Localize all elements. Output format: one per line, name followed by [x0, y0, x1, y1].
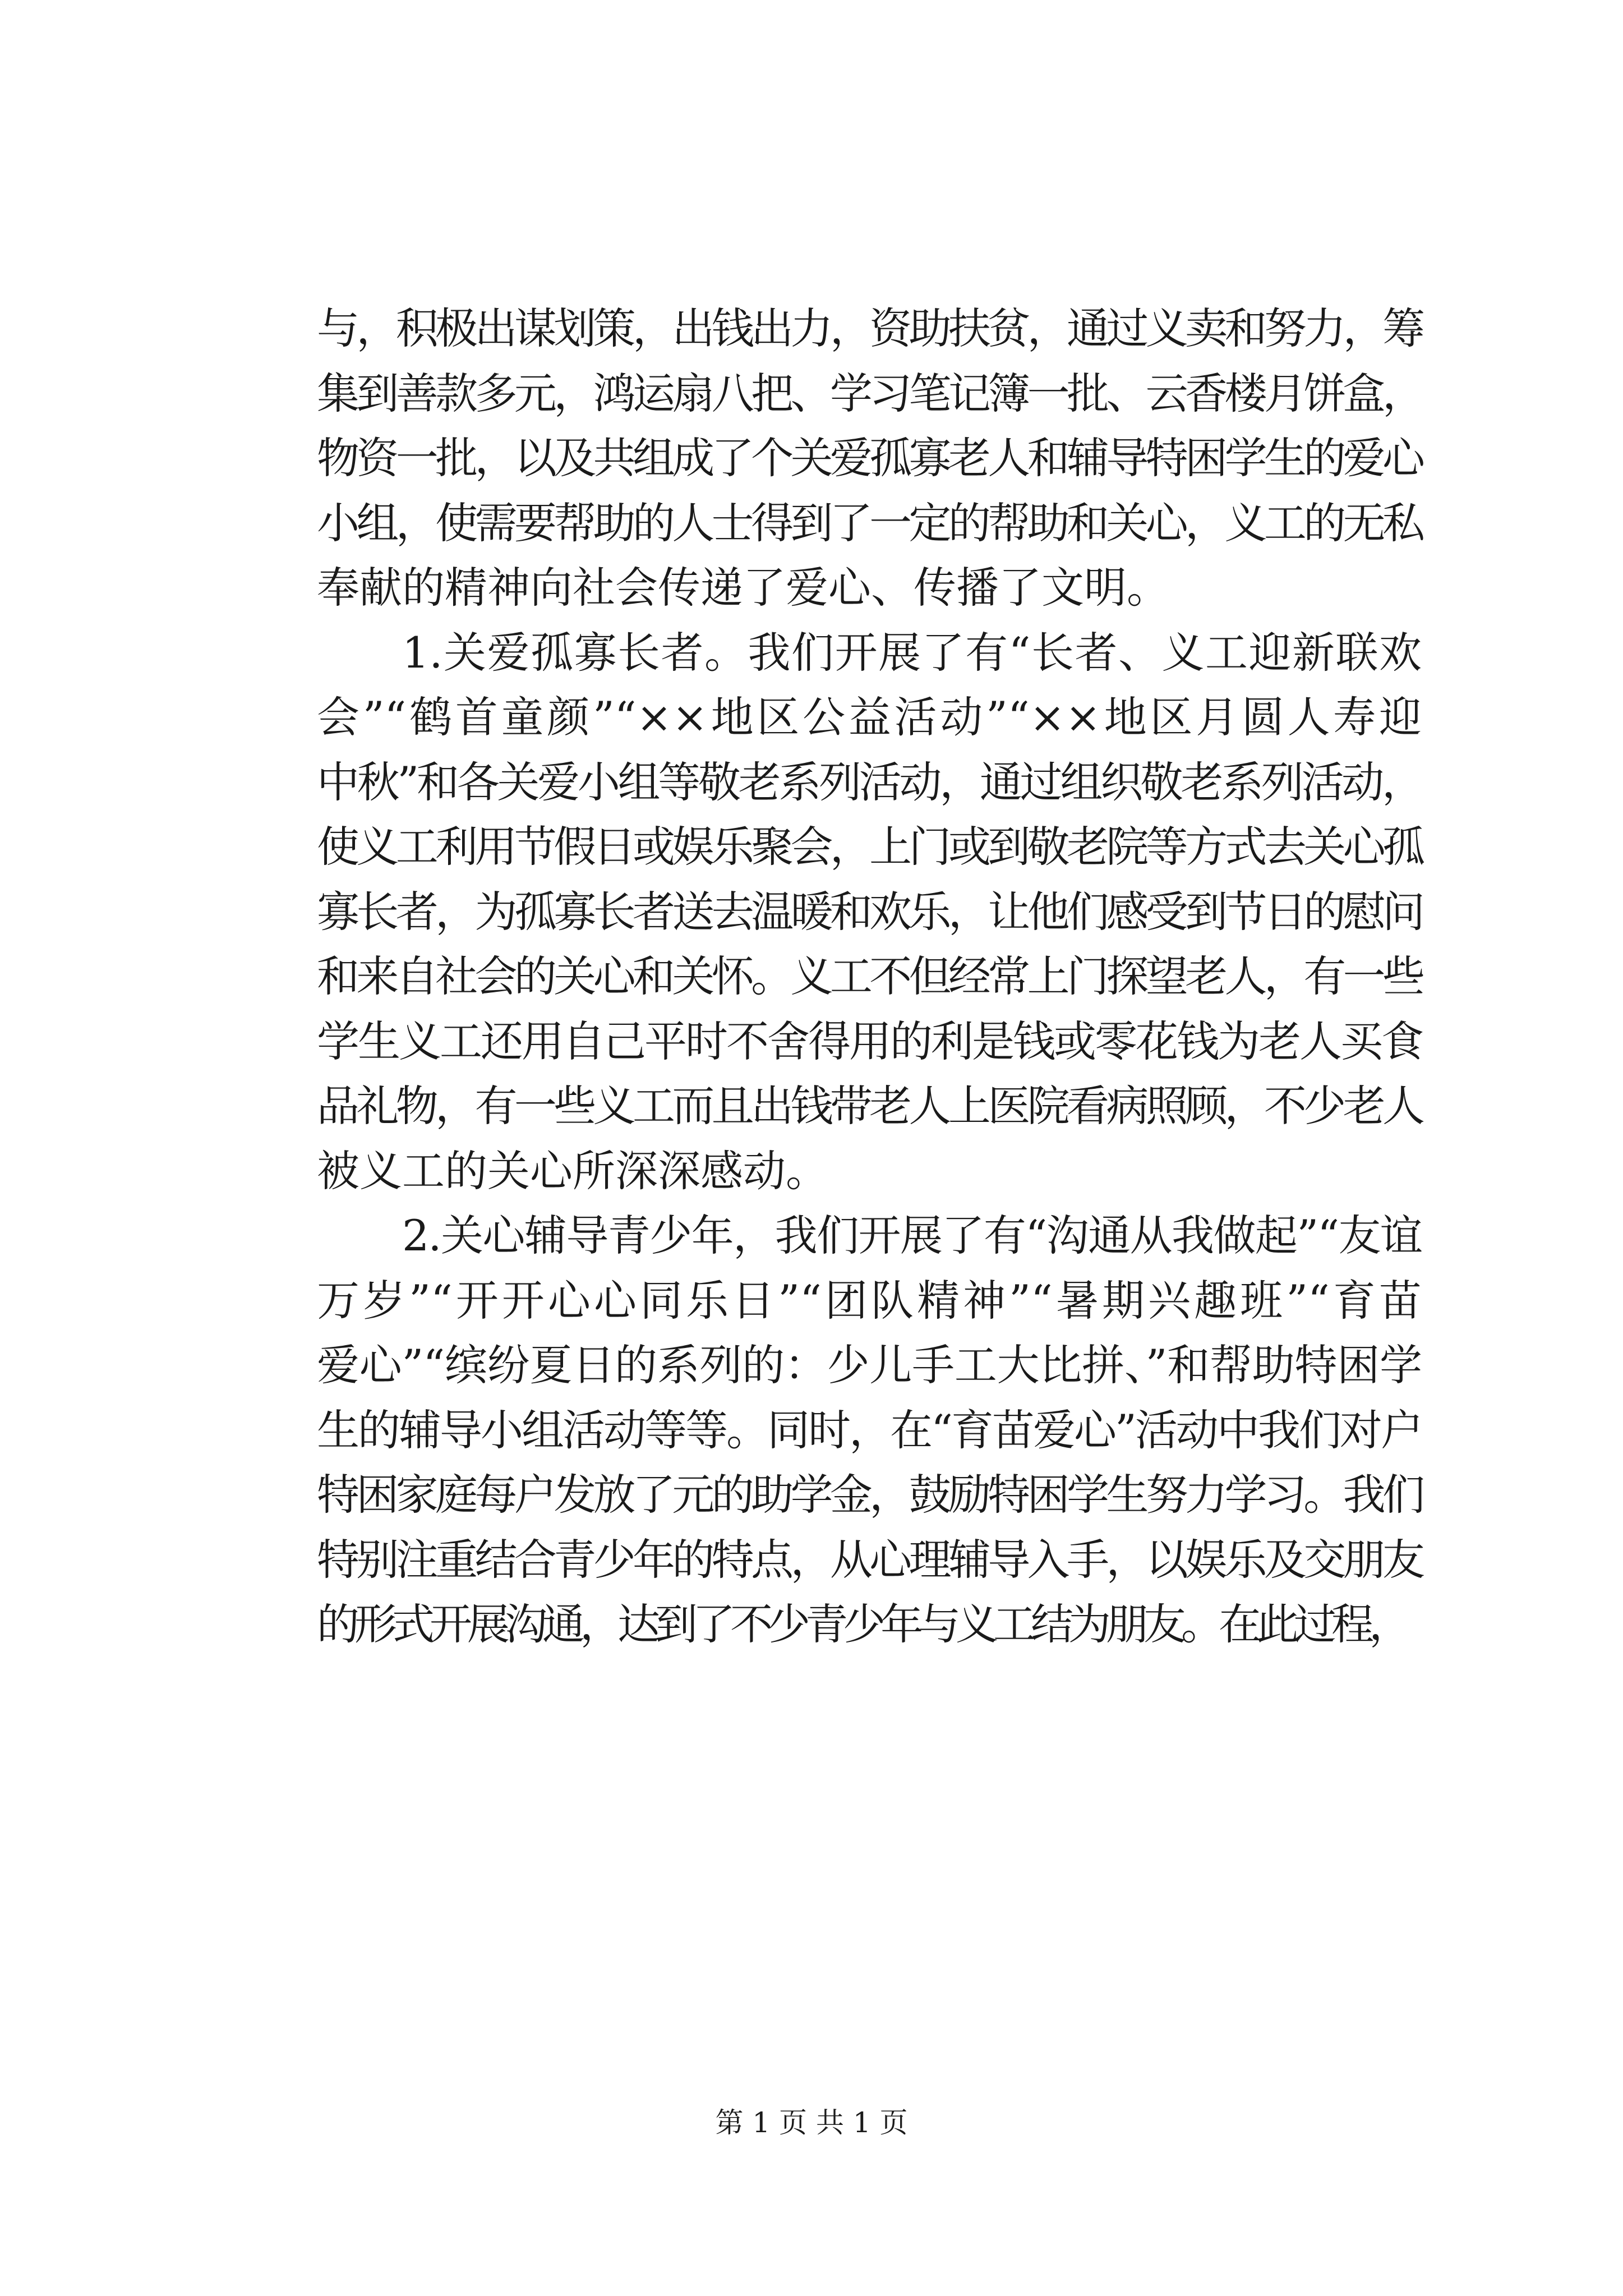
- text-line: 小组，使需要帮助的人士得到了一定的帮助和关心，义工的无私: [317, 498, 1422, 548]
- text-line: 生的辅导小组活动等等。同时，在“育苗爱心”活动中我们对户: [317, 1405, 1422, 1455]
- page-number-label: 第 1 页 共 1 页: [715, 2106, 908, 2139]
- text-line: 物资一批，以及共组成了个关爱孤寡老人和辅导特困学生的爱心: [317, 433, 1422, 483]
- paragraph: [317, 1203, 1422, 1657]
- text-line: 万岁”“开开心心同乐日”“团队精神”“暑期兴趣班”“育苗: [317, 1275, 1422, 1326]
- text-line: 使义工利用节假日或娱乐聚会，上门或到敬老院等方式去关心孤: [317, 822, 1422, 872]
- paragraph: [317, 296, 1422, 620]
- text-line: 中秋”和各关爱小组等敬老系列活动，通过组织敬老系列活动，: [317, 757, 1422, 807]
- text-line: 2.关心辅导青少年，我们开展了有“沟通从我做起”“友谊: [402, 1211, 1422, 1260]
- text-line: 集到善款多元，鸿运扇八把、学习笔记簿一批、云香楼月饼盒，: [317, 368, 1422, 418]
- text-line: 会”“鹤首童颜”“××地区公益活动”“××地区月圆人寿迎: [317, 692, 1422, 742]
- text-line: 奉献的精神向社会传递了爱心、传播了文明。: [317, 563, 1169, 613]
- text-line: 特别注重结合青少年的特点，从心理辅导入手，以娱乐及交朋友: [317, 1534, 1422, 1585]
- text-line: 寡长者，为孤寡长者送去温暖和欢乐，让他们感受到节日的慰问: [317, 886, 1422, 937]
- text-line: 被义工的关心所深深感动。: [317, 1145, 828, 1196]
- paragraph: [317, 620, 1422, 1204]
- text-line: 特困家庭每户发放了元的助学金，鼓励特困学生努力学习。我们: [317, 1470, 1422, 1520]
- text-line: 与，积极出谋划策，出钱出力，资助扶贫，通过义卖和努力，筹: [317, 303, 1422, 353]
- document-body: [317, 296, 1422, 1657]
- text-line: 的形式开展沟通，达到了不少青少年与义工结为朋友。在此过程，: [317, 1599, 1407, 1649]
- text-line: 1.关爱孤寡长者。我们开展了有“长者、义工迎新联欢: [402, 627, 1422, 678]
- text-line: 爱心”“缤纷夏日的系列的：少儿手工大比拼、”和帮助特困学: [317, 1340, 1422, 1390]
- text-line: 品礼物，有一些义工而且出钱带老人上医院看病照顾，不少老人: [317, 1081, 1422, 1131]
- text-line: 学生义工还用自己平时不舍得用的利是钱或零花钱为老人买食: [317, 1016, 1422, 1066]
- text-line: 和来自社会的关心和关怀。义工不但经常上门探望老人，有一些: [317, 951, 1422, 1001]
- page-footer: [0, 2100, 1623, 2141]
